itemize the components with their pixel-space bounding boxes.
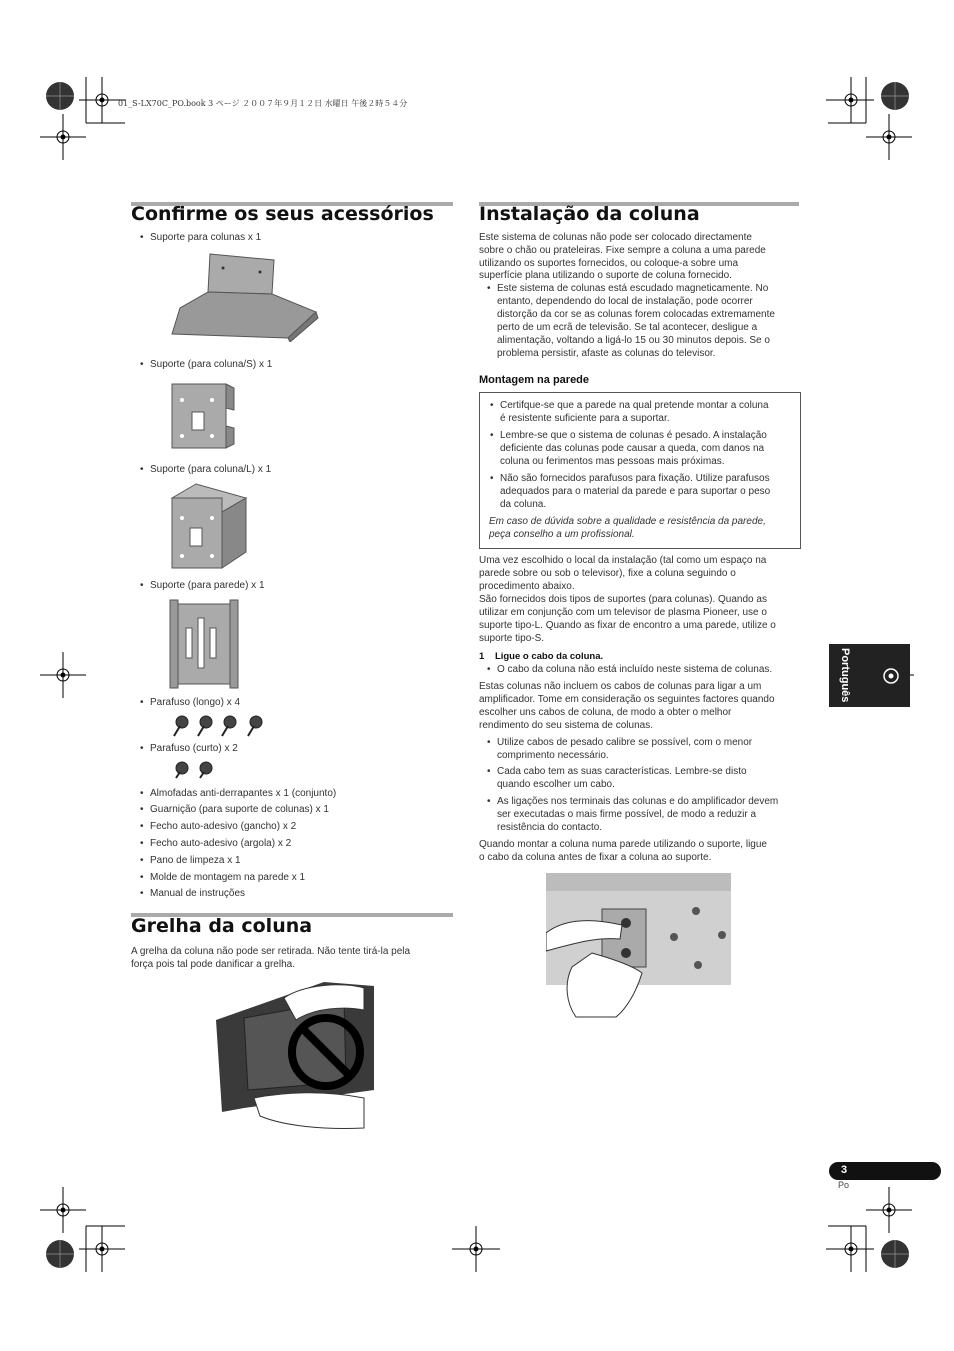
accessories-title: Confirme os seus acessórios: [131, 203, 434, 225]
wall-bracket-illustration: [168, 598, 244, 690]
install-title: Instalação da coluna: [479, 203, 700, 225]
caution-box: [479, 392, 801, 549]
registration-target-icon: [879, 664, 903, 688]
print-file-header: 01_S-LX70C_PO.book 3 ページ ２００７年９月１２日 水曜日 午後２時５４分: [118, 99, 408, 108]
grille-title: Grelha da coluna: [131, 915, 313, 937]
bracket-s-illustration: [168, 380, 240, 452]
caution-item: • Não são fornecidos parafusos para fixação. Utilize parafusos adequados para o material da parede e para suportar o peso da coluna.: [490, 472, 770, 511]
language-tab-label: Português: [839, 648, 851, 703]
step-title: Ligue o cabo da coluna.: [494, 651, 604, 662]
cables-paragraph: Estas colunas não incluem os cabos de colunas para ligar a um amplificador. Tome em consideração os seguintes factores quando escolher uns cabos de coluna, de modo a obter o melhor rendimento do seu sistema de colunas.: [479, 681, 775, 731]
intro-line: superfície plana utilizando o suporte de coluna fornecido.: [479, 270, 732, 281]
page-number-pill: [829, 1162, 941, 1180]
accessory-item: • Almofadas anti-derrapantes x 1 (conjunto): [150, 787, 336, 800]
accessory-item: • Suporte (para coluna/L) x 1: [150, 463, 271, 476]
accessory-item: • Parafuso (curto) x 2: [150, 742, 238, 755]
grille-text: força pois tal pode danificar a grelha.: [131, 959, 295, 970]
installation-paragraph: Uma vez escolhido o local da instalação (tal como um espaço na parede sobre ou sob o televisor), fixe a coluna seguindo o procedimento abaixo. São fornecidos dois tipos de suportes (para colunas). Quando as utilizar em conjunção com um televisor de plasma Pioneer, use o suporte tipo-L. Quando as fixar de encontro a uma parede, utilize o suporte tipo-S.: [479, 555, 776, 644]
accessory-item: • Manual de instruções: [150, 887, 245, 900]
speaker-stand-illustration: [168, 250, 320, 342]
intro-line: utilizando os suportes fornecidos, ou coloque-a sobre uma: [479, 258, 739, 269]
short-screws-illustration: [170, 760, 220, 780]
accessory-item: • Guarnição (para suporte de colunas) x 1: [150, 803, 329, 816]
accessory-item: • Parafuso (longo) x 4: [150, 696, 240, 709]
final-paragraph: Quando montar a coluna numa parede utilizando o suporte, ligue o cabo da coluna antes de fixar a coluna ao suporte.: [479, 839, 767, 863]
cable-tip: • Cada cabo tem as suas características. Lembre-se disto quando escolher um cabo.: [487, 765, 747, 791]
accessory-item: • Suporte (para coluna/S) x 1: [150, 358, 272, 371]
page-number: 3: [841, 1164, 848, 1176]
page-language-code: Po: [838, 1180, 850, 1190]
cable-connection-illustration: [546, 873, 732, 1019]
language-tab: [829, 644, 910, 707]
step-number: 1: [479, 651, 485, 662]
magnetic-note: • Este sistema de colunas está escudado magneticamente. No entanto, dependendo do local de instalação, pode ocorrer distorção da cor se as colunas forem colocadas extremamente perto de um ecrã de televisão. Se tal acontecer, desligue a alimentação, voltando a ligá-lo 15 ou 30 minutos depois. Se o problema persistir, afaste as colunas do televisor.: [487, 282, 775, 360]
accessory-item: • Molde de montagem na parede x 1: [150, 871, 305, 884]
accessory-item: • Suporte (para parede) x 1: [150, 579, 265, 592]
accessory-item: • Fecho auto-adesivo (argola) x 2: [150, 837, 291, 850]
grille-warning-illustration: [214, 980, 378, 1132]
accessory-item: • Fecho auto-adesivo (gancho) x 2: [150, 820, 296, 833]
grille-text: A grelha da coluna não pode ser retirada. Não tente tirá-la pela: [131, 946, 411, 957]
step-1-note: • O cabo da coluna não está incluído neste sistema de colunas.: [487, 663, 772, 676]
wall-mount-heading: Montagem na parede: [479, 374, 590, 386]
intro-line: Este sistema de colunas não pode ser colocado directamente: [479, 232, 752, 243]
step-1: [479, 651, 603, 662]
cable-tip: • As ligações nos terminais das colunas e do amplificador devem ser executadas o mais firme possível, de modo a reduzir a resistência do contacto.: [487, 795, 778, 834]
accessory-item: • Pano de limpeza x 1: [150, 854, 241, 867]
intro-line: sobre o chão ou prateleiras. Fixe sempre a coluna a uma parede: [479, 245, 766, 256]
caution-item: • Lembre-se que o sistema de colunas é pesado. A instalação deficiente das colunas pode causar a queda, com danos na coluna ou ferimentos mas pessoas mais próximas.: [490, 429, 767, 468]
bracket-l-illustration: [166, 482, 254, 572]
accessory-item: • Suporte para colunas x 1: [150, 231, 261, 244]
caution-italic-note: Em caso de dúvida sobre a qualidade e resistência da parede, peça conselho a um profissional.: [489, 516, 766, 540]
cable-tip: • Utilize cabos de pesado calibre se possível, com o menor comprimento necessário.: [487, 736, 752, 762]
caution-item: • Certifque-se que a parede na qual pretende montar a coluna é resistente suficiente para a suportar.: [490, 399, 769, 425]
long-screws-illustration: [170, 714, 270, 738]
